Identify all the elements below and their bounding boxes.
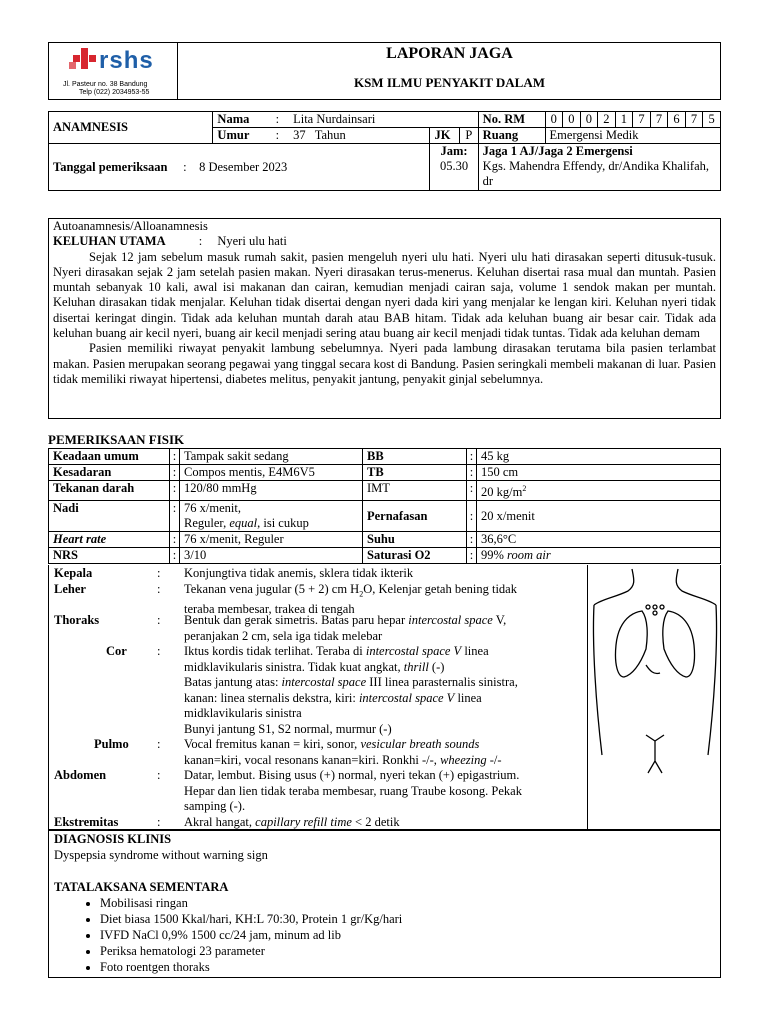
colon: : xyxy=(467,465,477,481)
list-item: • Foto roentgen thoraks xyxy=(100,959,715,975)
norm-digit: 5 xyxy=(703,112,721,128)
nama-label: Nama xyxy=(213,112,272,128)
norm-label: No. RM xyxy=(478,112,545,128)
abdomen-text: Hepar dan lien tidak teraba membesar, ruang Traube kosong. Pekak xyxy=(184,783,522,798)
nadi-value xyxy=(180,501,363,532)
cor-thrill: thrill xyxy=(403,659,429,674)
norm-digit: 7 xyxy=(650,112,668,128)
pulmo-wheezing: wheezing xyxy=(440,752,487,767)
tatalaksana-list xyxy=(54,895,715,975)
jam-label: Jam: xyxy=(440,144,468,158)
umur-colon: : xyxy=(272,128,290,144)
umur-number: 37 xyxy=(293,128,306,142)
cor-text: Bunyi jantung S1, S2 normal, murmur (-) xyxy=(184,721,392,736)
thoraks-text: Bentuk dan gerak simetris. Batas paru hepar xyxy=(184,613,406,627)
pernafasan-value: 20 x/menit xyxy=(477,501,721,532)
norm-digit: 0 xyxy=(545,112,563,128)
jk-label: JK xyxy=(430,128,460,144)
pulmo-label: Pulmo xyxy=(94,737,129,751)
leher-trakea: teraba membesar, trakea di tengah xyxy=(184,602,355,616)
saturasi-number: 99% xyxy=(481,548,504,563)
suhu-value: 36,6°C xyxy=(477,532,721,548)
ekstremitas-text: Akral hangat, xyxy=(184,815,253,829)
td-label: Tekanan darah xyxy=(49,481,170,501)
leher-label: Leher xyxy=(54,582,86,596)
ekstremitas-value xyxy=(184,815,584,831)
nadi-equal: equal xyxy=(229,516,258,531)
umur-value xyxy=(289,128,430,144)
hospital-phone: Telp (022) 2034953-55 xyxy=(79,89,150,96)
cor-value xyxy=(184,644,584,737)
cor-label: Cor xyxy=(106,644,127,658)
diagnosis-section xyxy=(48,830,721,978)
kepala-label: Kepala xyxy=(54,566,93,580)
norm-digit: 1 xyxy=(615,112,633,128)
thoraks-text: peranjakan 2 cm, sela iga tidak melebar xyxy=(184,628,383,643)
jam-cell xyxy=(430,144,478,191)
colon: : xyxy=(157,737,161,751)
report-title: LAPORAN JAGA xyxy=(386,45,513,62)
tb-value: 150 cm xyxy=(477,465,721,481)
cor-ics: intercostal space V xyxy=(365,644,462,658)
nrs-label: NRS xyxy=(49,548,170,564)
pulmo-text: kanan=kiri, vocal resonans kanan=kiri. Ronkhi -/-, xyxy=(184,752,437,767)
keluhan-utama-value: Nyeri ulu hati xyxy=(217,234,287,249)
jaga-title: Jaga 1 AJ/Jaga 2 Emergensi xyxy=(482,144,633,158)
keadaan-value: Tampak sakit sedang xyxy=(180,449,363,465)
ekstremitas-crt: capillary refill time xyxy=(255,815,352,829)
report-header xyxy=(48,42,721,100)
colon: : xyxy=(467,548,477,564)
keadaan-label: Keadaan umum xyxy=(49,449,170,465)
jaga-names: Kgs. Mahendra Effendy, dr/Andika Khalifah, dr xyxy=(482,159,709,188)
saturasi-room-air: room air xyxy=(507,548,551,563)
norm-digit: 6 xyxy=(668,112,686,128)
leher-sub: 2 xyxy=(359,589,364,599)
kepala-value: Konjungtiva tidak anemis, sklera tidak ikterik xyxy=(184,566,414,580)
bb-value: 45 kg xyxy=(477,449,721,465)
norm-digit: 7 xyxy=(633,112,651,128)
colon: : xyxy=(157,613,161,627)
list-item: • Mobilisasi ringan xyxy=(100,895,715,911)
keluhan-utama-row xyxy=(53,234,716,249)
thoraks-ics: intercostal space xyxy=(408,613,493,627)
anamnesis-section xyxy=(48,218,721,419)
jam-value: 05.30 xyxy=(440,159,469,173)
diagnosis-title: DIAGNOSIS KLINIS xyxy=(54,832,172,846)
ekstremitas-text: < 2 detik xyxy=(355,815,400,829)
tanggal-colon: : xyxy=(183,159,187,174)
heart-rate-value: 76 x/menit, Reguler xyxy=(180,532,363,548)
nrs-value: 3/10 xyxy=(180,548,363,564)
report-subtitle: KSM ILMU PENYAKIT DALAM xyxy=(353,75,546,90)
colon: : xyxy=(157,582,161,596)
pulmo-text: -/- xyxy=(489,752,502,767)
colon: : xyxy=(170,481,180,501)
cor-text: (-) xyxy=(431,659,445,674)
anamnesis-label: ANAMNESIS xyxy=(49,112,213,144)
heart-rate-label: Heart rate xyxy=(49,532,170,548)
tanggal-cell xyxy=(49,144,430,191)
imt-value xyxy=(477,481,721,501)
abdomen-label: Abdomen xyxy=(54,768,107,782)
colon: : xyxy=(170,548,180,564)
abdomen-text: samping (-). xyxy=(184,799,246,813)
jaga-cell xyxy=(478,144,720,191)
tanggal-value: 8 Desember 2023 xyxy=(199,159,288,174)
cor-text: Batas jantung atas: xyxy=(184,675,279,689)
list-item: • IVFD NaCl 0,9% 1500 cc/24 jam, minum ad lib xyxy=(100,927,715,943)
umur-unit: Tahun xyxy=(314,128,346,142)
cor-text: midklavikularis sinistra xyxy=(184,706,302,720)
pernafasan-label: Pernafasan xyxy=(363,501,467,532)
imt-label: IMT xyxy=(363,481,467,501)
imt-number: 20 kg/m xyxy=(481,485,523,500)
pulmo-vesicular: vesicular breath sounds xyxy=(360,737,480,751)
ruang-value: Emergensi Medik xyxy=(545,128,720,144)
nama-value: Lita Nurdainsari xyxy=(289,112,478,128)
colon: : xyxy=(467,481,477,501)
saturasi-value xyxy=(477,548,721,564)
pulmo-text: Vocal fremitus kanan = kiri, sonor, xyxy=(184,737,358,751)
thoraks-label: Thoraks xyxy=(54,613,100,627)
keluhan-colon: : xyxy=(198,234,203,249)
norm-digit: 7 xyxy=(685,112,703,128)
cor-ics: intercostal space V xyxy=(358,690,455,705)
norm-digit: 0 xyxy=(563,112,581,128)
hospital-logo-box xyxy=(49,43,178,99)
abdomen-text: Datar, lembut. Bising usus (+) normal, nyeri tekan (+) epigastrium. xyxy=(184,768,520,782)
abdomen-value xyxy=(184,768,584,815)
cor-text: midklavikularis sinistra. Tidak kuat angkat, xyxy=(184,659,401,674)
tb-label: TB xyxy=(363,465,467,481)
cor-text: kanan: linea sternalis dekstra, kiri: xyxy=(184,690,356,705)
nadi-value-line2 xyxy=(184,516,358,531)
tanggal-label: Tanggal pemeriksaan xyxy=(53,159,168,174)
colon: : xyxy=(170,501,180,532)
list-item: • Diet biasa 1500 Kkal/hari, KH:L 70:30, Protein 1 gr/Kg/hari xyxy=(100,911,715,927)
umur-label: Umur xyxy=(213,128,272,144)
cor-text: Iktus kordis tidak terlihat. Teraba di xyxy=(184,644,363,658)
physical-exam-section xyxy=(48,565,721,830)
cor-text: linea xyxy=(464,644,489,658)
cor-text: III linea parasternalis sinistra, xyxy=(369,675,518,689)
colon: : xyxy=(170,465,180,481)
jk-value: P xyxy=(460,128,479,144)
colon: : xyxy=(467,532,477,548)
ekstremitas-label: Ekstremitas xyxy=(54,815,119,829)
vital-signs-table xyxy=(48,448,721,564)
saturasi-label: Saturasi O2 xyxy=(363,548,467,564)
nama-colon: : xyxy=(272,112,290,128)
thoraks-value xyxy=(184,613,584,644)
torso-diagram-icon xyxy=(588,565,722,829)
imt-sup: 2 xyxy=(522,484,527,493)
anamnesis-paragraph: Pasien memiliki riwayat penyakit lambung sebelumnya. Nyeri pada lambung dirasakan terutama bila pasien terlambat makan. Pasien merupakan seorang pegawai yang tinggal secara kost di Bandung. Pasien seringkali membeli makanan di luar. Pasien tidak memiliki riwayat hipertensi, diabetes melitus, penyakit jantung, penyakit ginjal sebelumnya. xyxy=(53,341,716,386)
pulmo-value xyxy=(184,737,584,768)
anamnesis-type: Autoanamnesis/Alloanamnesis xyxy=(53,219,208,233)
nadi-isi: , isi cukup xyxy=(257,516,309,531)
rshs-logo-icon xyxy=(69,47,99,73)
nadi-reguler: Reguler, xyxy=(184,516,227,531)
logo-text: rshs xyxy=(99,47,154,74)
kesadaran-value: Compos mentis, E4M6V5 xyxy=(180,465,363,481)
ruang-label: Ruang xyxy=(478,128,545,144)
colon: : xyxy=(157,566,161,580)
cor-text: linea xyxy=(457,690,482,705)
leher-jvp: Tekanan vena jugular (5 + 2) cm H xyxy=(184,582,360,596)
cor-ics: intercostal space xyxy=(281,675,367,689)
colon: : xyxy=(157,815,161,829)
norm-digit: 0 xyxy=(580,112,598,128)
norm-digit: 2 xyxy=(598,112,616,128)
leher-kgb: O, Kelenjar getah bening tidak xyxy=(363,582,517,596)
colon: : xyxy=(157,768,161,782)
tatalaksana-title: TATALAKSANA SEMENTARA xyxy=(54,880,229,894)
kesadaran-label: Kesadaran xyxy=(49,465,170,481)
anamnesis-paragraph: Sejak 12 jam sebelum masuk rumah sakit, pasien mengeluh nyeri ulu hati. Nyeri ulu hati dirasakan seperti ditusuk-tusuk. Nyeri dirasakan sejak 2 jam setelah pasien makan. Nyeri dirasakan terus-menerus. Keluhan disertai rasa mual dan muntah. Pasien muntah sebanyak 10 kali, awal isi makanan dan cairan, kemudian menjadi cairan saja, volume 1 sendok makan per muntah. Keluhan dirasakan tidak menjalar. Keluhan tidak disertai dengan nyeri dada kiri yang menjalar ke lengan kiri. Keluhan nyeri tidak disertai keringat dingin. Tidak ada keluhan muntah darah atau BAB hitam. Tidak ada keluhan buang air besar cair. Tidak ada keluhan buang air kecil nyeri, buang air kecil menjadi sering atau buang air kecil menjadi tidak tuntas. Tidak ada keluhan demam xyxy=(53,249,716,341)
body-diagram xyxy=(587,565,722,829)
colon: : xyxy=(170,532,180,548)
suhu-label: Suhu xyxy=(363,532,467,548)
pemeriksaan-fisik-title: PEMERIKSAAN FISIK xyxy=(48,432,185,447)
td-value: 120/80 mmHg xyxy=(180,481,363,501)
patient-identity-table xyxy=(48,111,721,191)
keluhan-utama-label: KELUHAN UTAMA xyxy=(53,234,166,249)
list-item: • Periksa hematologi 23 parameter xyxy=(100,943,715,959)
colon: : xyxy=(170,449,180,465)
thoraks-text: V, xyxy=(495,613,507,627)
colon: : xyxy=(467,449,477,465)
colon: : xyxy=(157,644,161,658)
diagnosis-value: Dyspepsia syndrome without warning sign xyxy=(54,848,268,862)
nadi-value-line1: 76 x/menit, xyxy=(184,501,241,516)
hospital-address: Jl. Pasteur no. 38 Bandung xyxy=(63,81,148,88)
colon: : xyxy=(467,501,477,532)
bb-label: BB xyxy=(363,449,467,465)
nadi-label: Nadi xyxy=(49,501,170,532)
